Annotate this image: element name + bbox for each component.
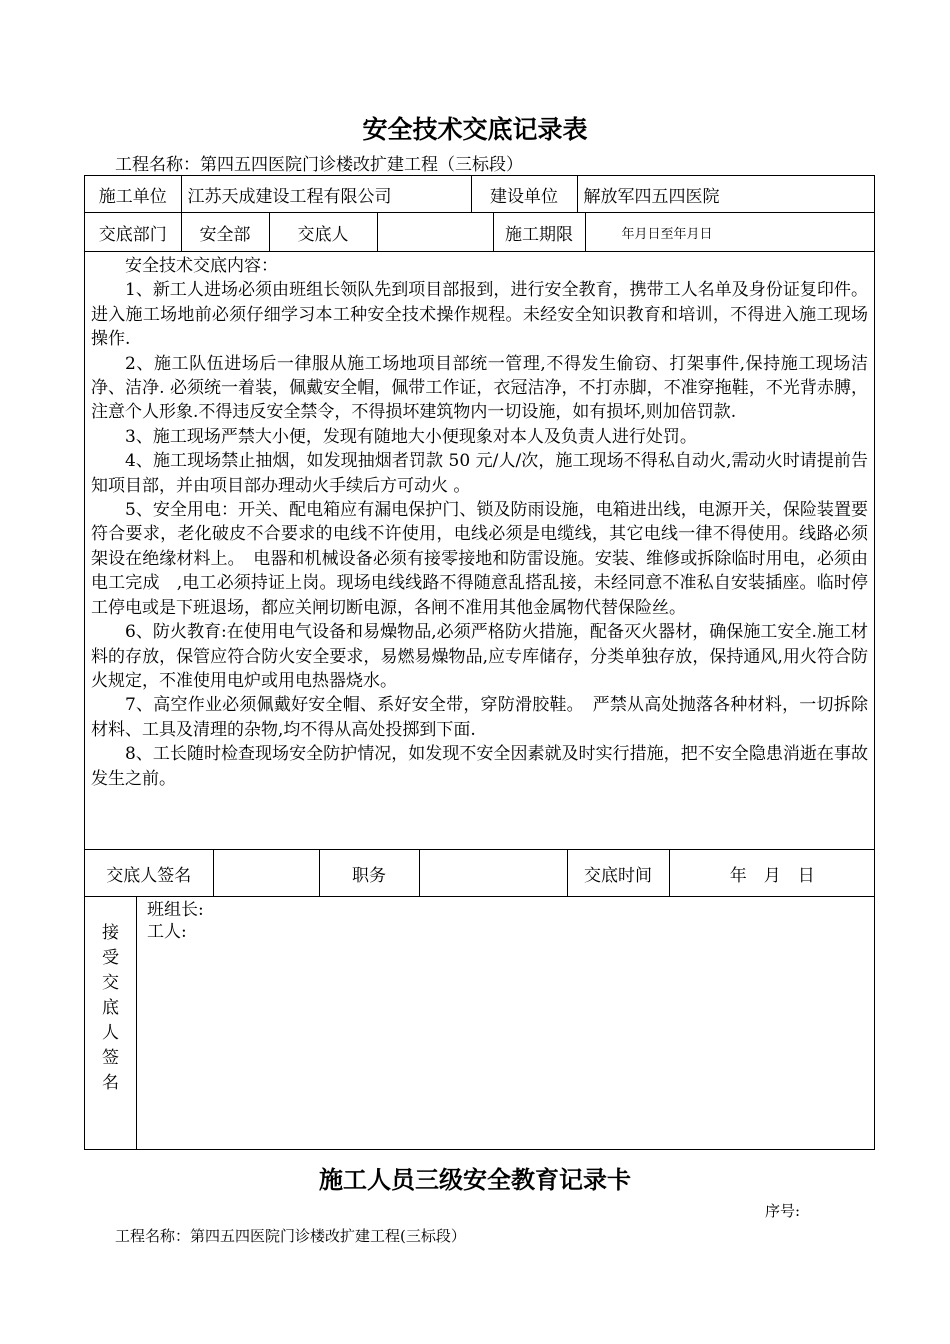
safety-record-table [84,175,875,1150]
content-paragraph: 3、施工现场严禁大小便，发现有随地大小便现象对本人及负责人进行处罚。 [125,426,697,447]
signer-value [213,850,319,896]
content-paragraph: 2、施工队伍进场后一律服从施工场地项目部统一管理,不得发生偷窃、打架事件,保持施工现场洁净、洁净. 必须统一着装，佩戴安全帽，佩带工作证，衣冠洁净，不打赤脚，不准穿拖鞋，不光背赤膊，注意个人形象.不得违反安全禁令，不得损坏建筑物内一切设施，如有损坏,则加倍罚款. [91,353,868,423]
receiver-signature-area [137,897,875,1150]
position-label: 职务 [319,850,419,896]
briefing-time-label: 交底时间 [567,850,669,896]
position-value [419,850,567,896]
builder-unit-label: 建设单位 [471,176,577,212]
content-paragraph: 1、新工人进场必须由班组长领队先到项目部报到，进行安全教育，携带工人名单及身份证复印件。进入施工场地前必须仔细学习本工种安全技术操作规程。未经安全知识教育和培训，不得进入施工现场操作. [91,280,868,350]
content-paragraph: 5、安全用电：开关、配电箱应有漏电保护门、锁及防雨设施，电箱进出线，电源开关，保险装置要符合要求，老化破皮不合要求的电线不许使用，电线必须是电缆线，其它电线一律不得使用。线路必须架设在绝缘材料上。 电器和机械设备必须有接零接地和防雷设施。安装、维修或拆除临时用电，必须由电工完成 ,电工必须持证上岗。现场电线线路不得随意乱搭乱接，未经同意不准私自安装插座。临时停工停电或是下班退场，都应关闸切断电源，各闸不准用其他金属物代替保险丝。 [91,500,868,618]
education-project-name: 工程名称：第四五四医院门诊楼改扩建工程(三标段） [115,1227,466,1245]
project-name: 工程名称：第四五四医院门诊楼改扩建工程（三标段） [115,155,523,175]
content-paragraph: 8、工长随时检查现场安全防护情况，如发现不安全因素就及时实行措施，把不安全隐患消逝在事故发生之前。 [91,744,868,789]
education-card-title: 施工人员三级安全教育记录卡 [319,1165,631,1194]
row-department [85,213,875,252]
row-receivers [85,897,875,1150]
row-units [85,176,875,213]
department-value: 安全部 [181,213,269,251]
briefer-label: 交底人 [269,213,377,251]
briefer-value [377,213,493,251]
construction-unit-label: 施工单位 [85,176,181,212]
receiver-signature-label: 接 受 交 底 人 签 名 [85,897,137,1150]
team-leader-label: 班组长: [147,900,204,920]
content-paragraph: 7、高空作业必须佩戴好安全帽、系好安全带，穿防滑胶鞋。 严禁从高处抛落各种材料，一切拆除材料、工具及清理的杂物,均不得从高处投掷到下面. [91,695,868,740]
period-value: 年月日至年月日 [621,226,713,242]
row-signature [85,850,875,897]
content-heading: 安全技术交底内容： [125,256,278,276]
serial-number-label: 序号: [765,1202,801,1220]
briefing-time-value: 年 月 日 [729,865,815,886]
builder-unit-value: 解放军四五四医院 [583,186,720,207]
content-paragraph: 6、防火教育:在使用电气设备和易燥物品,必须严格防火措施，配备灭火器材，确保施工安全.施工材料的存放，保管应符合防火安全要求，易燃易燥物品,应专库储存，分类单独存放，保持通风,用火符合防火规定，不准使用电炉或用电热器烧水。 [91,622,868,691]
briefing-content [85,252,875,850]
record-table-title: 安全技术交底记录表 [362,115,588,144]
period-label: 施工期限 [493,213,585,251]
workers-label: 工人: [147,922,187,942]
row-content [85,252,875,850]
signer-label: 交底人签名 [85,850,213,896]
department-label: 交底部门 [85,213,181,251]
content-paragraph: 4、施工现场禁止抽烟，如发现抽烟者罚款 50 元/人/次，施工现场不得私自动火,需动火时请提前告知项目部，并由项目部办理动火手续后方可动火 。 [91,451,868,496]
construction-unit-value: 江苏天成建设工程有限公司 [181,176,471,212]
